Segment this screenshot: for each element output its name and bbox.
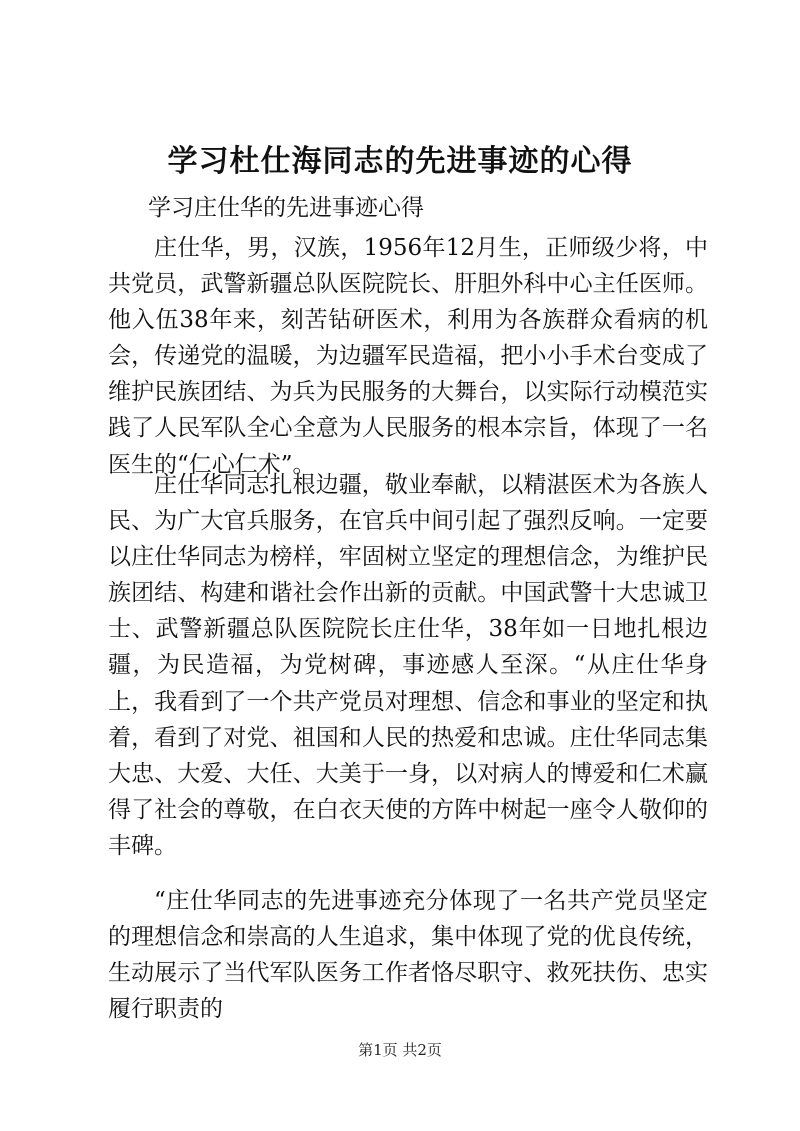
- body-paragraph-3: “庄仕华同志的先进事迹充分体现了一名共产党员坚定的理想信念和崇高的人生追求，集中体现了党的优良传统，生动展示了当代军队医务工作者恪尽职守、救死扶伤、忠实履行职责的: [108, 888, 708, 1023]
- page-number-footer: 第1页 共2页: [358, 1041, 442, 1059]
- body-paragraph-1: 庄仕华，男，汉族，1956年12月生，正师级少将，中共党员，武警新疆总队医院院长、肝胆外科中心主任医师。他入伍38年来，刻苦钻研医术，利用为各族群众看病的机会，传递党的温暖，为边疆军民造福，把小小手术台变成了维护民族团结、为兵为民服务的大舞台，以实际行动模范实践了人民军队全心全意为人民服务的根本宗旨，体现了一名医生的“仁心仁术”。: [108, 235, 708, 478]
- document-title: 学习杜仕海同志的先进事迹的心得: [167, 144, 633, 179]
- body-paragraph-2: 庄仕华同志扎根边疆，敬业奉献，以精湛医术为各族人民、为广大官兵服务，在官兵中间引起了强烈反响。一定要以庄仕华同志为榜样，牢固树立坚定的理想信念，为维护民族团结、构建和谐社会作出新的贡献。中国武警十大忠诚卫士、武警新疆总队医院院长庄仕华，38年如一日地扎根边疆，为民造福，为党树碑，事迹感人至深。“从庄仕华身上，我看到了一个共产党员对理想、信念和事业的坚定和执着，看到了对党、祖国和人民的热爱和忠诚。庄仕华同志集大忠、大爱、大任、大美于一身，以对病人的博爱和仁术赢得了社会的尊敬，在白衣天使的方阵中树起一座令人敬仰的丰碑。: [108, 472, 708, 859]
- document-subtitle: 学习庄仕华的先进事迹心得: [148, 195, 424, 221]
